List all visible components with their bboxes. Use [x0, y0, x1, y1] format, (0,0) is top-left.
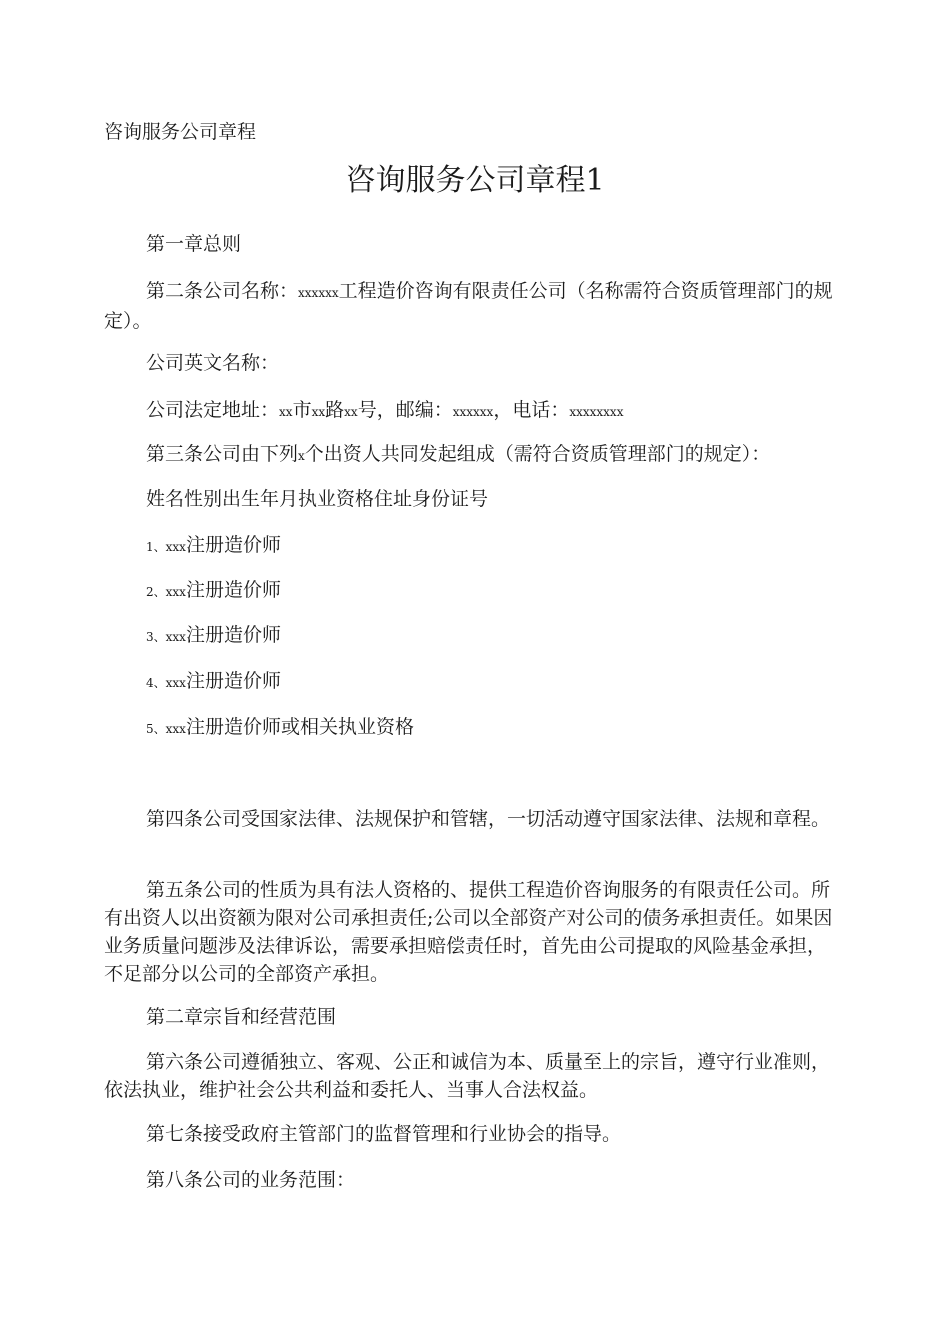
- article-3-rest: 个出资人共同发起组成（需符合资质管理部门的规定）：: [304, 443, 771, 465]
- company-name-placeholder: xxxxxx: [298, 286, 339, 300]
- member-item: [104, 713, 844, 743]
- member-name-placeholder: xxx: [165, 585, 186, 599]
- english-name-line: 公司英文名称：: [146, 352, 280, 374]
- number-placeholder: xx: [344, 405, 358, 419]
- phone-label: ，电话：: [493, 399, 570, 421]
- article-2-company-name: [104, 277, 844, 335]
- address-label: 公司法定地址：: [146, 399, 280, 421]
- member-item: [104, 576, 844, 606]
- header-title: 咨询服务公司章程: [104, 121, 257, 143]
- article-3-prefix: 第三条公司由下列: [146, 443, 299, 465]
- number-label: 号，邮编：: [357, 399, 453, 421]
- chapter-2-heading: 第二章宗旨和经营范围: [146, 1006, 337, 1028]
- investor-count-placeholder: x: [298, 449, 305, 463]
- road-placeholder: xx: [311, 405, 326, 419]
- article-6: 第六条公司遵循独立、客观、公正和诚信为本、质量至上的宗旨，遵守行业准则，依法执业，维护社会公共利益和委托人、当事人合法权益。: [104, 1051, 831, 1101]
- city-placeholder: xx: [279, 405, 293, 419]
- postcode-placeholder: xxxxxx: [452, 405, 494, 419]
- article-4: 第四条公司受国家法律、法规保护和管辖，一切活动遵守国家法律、法规和章程。: [146, 808, 831, 830]
- member-name-placeholder: xxx: [165, 630, 186, 644]
- member-number: 5、: [146, 722, 166, 736]
- article-8: 第八条公司的业务范围：: [146, 1169, 356, 1191]
- document-title: 咨询服务公司章程1: [345, 163, 605, 198]
- member-role: 注册造价师: [185, 670, 281, 692]
- article-2-rest: 工程造价咨询有限责任公司（名称需符合资质管理部门的规定）。: [104, 280, 833, 332]
- article-2-prefix: 第二条公司名称：: [146, 280, 299, 302]
- member-number: 1、: [146, 540, 166, 554]
- member-role: 注册造价师: [185, 579, 281, 601]
- road-label: 路: [325, 399, 345, 421]
- phone-placeholder: xxxxxxxx: [569, 405, 624, 419]
- member-name-placeholder: xxx: [165, 540, 186, 554]
- member-number: 2、: [146, 585, 166, 599]
- member-item: [104, 621, 844, 651]
- member-role: 注册造价师或相关执业资格: [185, 716, 414, 738]
- article-5: 第五条公司的性质为具有法人资格的、提供工程造价咨询服务的有限责任公司。所有出资人以出资额为限对公司承担责任;公司以全部资产对公司的债务承担责任。如果因业务质量问题涉及法律诉讼，需要承担赔偿责任时，首先由公司提取的风险基金承担，不足部分以公司的全部资产承担。: [104, 879, 833, 985]
- member-name-placeholder: xxx: [165, 722, 186, 736]
- member-role: 注册造价师: [185, 624, 281, 646]
- chapter-1-heading: 第一章总则: [146, 233, 242, 255]
- address-line: [104, 396, 844, 426]
- member-table-header: 姓名性别出生年月执业资格住址身份证号: [146, 488, 489, 510]
- member-role: 注册造价师: [185, 534, 281, 556]
- member-number: 3、: [146, 630, 166, 644]
- city-label: 市: [292, 399, 312, 421]
- member-name-placeholder: xxx: [165, 676, 186, 690]
- member-number: 4、: [146, 676, 166, 690]
- article-7: 第七条接受政府主管部门的监督管理和行业协会的指导。: [146, 1123, 622, 1145]
- article-3: [104, 440, 844, 470]
- member-item: [104, 531, 844, 561]
- member-item: [104, 667, 844, 697]
